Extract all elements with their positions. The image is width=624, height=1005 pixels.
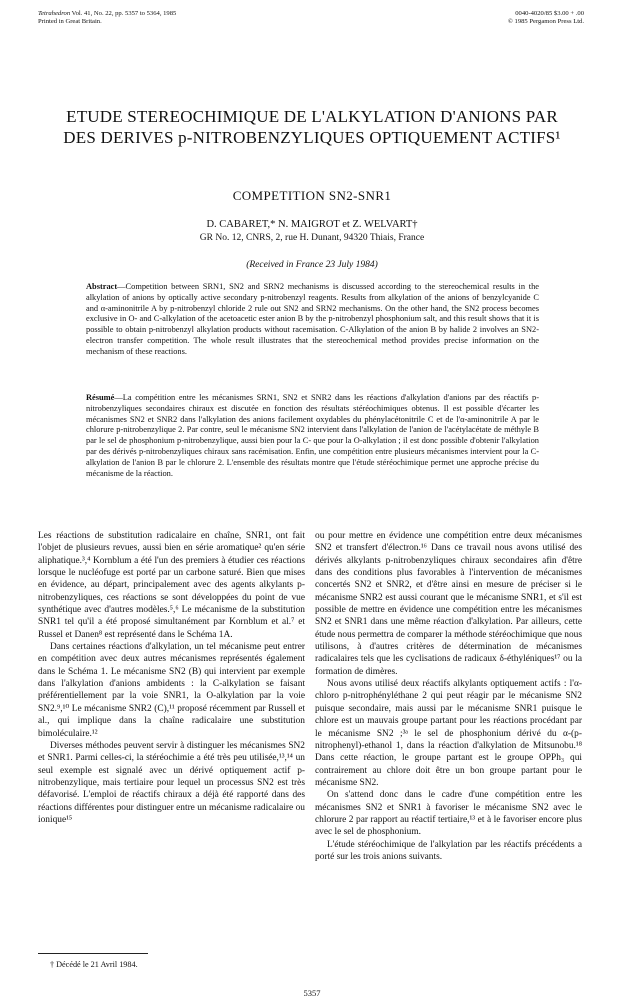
right-column <box>315 530 582 863</box>
resume-label: Résumé <box>86 393 115 402</box>
journal-name: Tetrahedron <box>38 10 71 17</box>
left-column <box>38 530 305 826</box>
footnote-rule <box>38 953 148 954</box>
running-header-right <box>508 10 584 26</box>
resume <box>86 393 539 479</box>
copyright: © 1985 Pergamon Press Ltd. <box>507 18 584 25</box>
abstract-text: —Competition between SRN1, SN2 and SRN2 mechanisms is discussed according to the stereochemical results in the alkylation of anions by optically active secondary p-nitrobenzyl reagents. Results from alkylation of the anions of benzylcyanide C and α-aminonitrile A by p-nitrobenzyl chloride 2 rule out SN2 and SRN2 mechanisms. On the other hand, the SN2 process becomes exclusive in O- and C-alkylation of the acetoacetic ester anion B by the p-nitrobenzyl phosphonium salt, and this result shows that it is possible to obtain p-nitrobenzyl alkylation products without racemisation. C-Alkylation of the anion B by halide 2 involves an SN2-electron transfer competition. The whole result illustrates that the stereochemical method provides precise information on the mechanism of these reactions. <box>86 282 539 356</box>
paragraph: Diverses méthodes peuvent servir à distinguer les mécanismes SN2 et SNR1. Parmi celles-ci, la stéréochimie a été très peu utilisée,¹³,¹⁴ un seul exemple est signalé avec un dérivé optiquement actif p-nitrobenzylique, mais tertiaire pour lequel un processus SN2 est très défavorisé. L'emploi de réactifs chiraux a déjà été rapporté dans des réactions différentes pour distinguer entre un mécanisme radicalaire ou ionique¹⁵ <box>38 740 305 825</box>
affiliation: GR No. 12, CNRS, 2, rue H. Dunant, 94320 Thiais, France <box>199 233 425 243</box>
issn-price: 0040-4020/85 $3.00 + .00 <box>515 10 584 17</box>
article-subtitle: COMPETITION SN2-SNR1 <box>232 188 392 203</box>
paragraph: Dans certaines réactions d'alkylation, un tel mécanisme peut entrer en compétition avec deux autres mécanismes représentés également dans le Schéma 1. Le mécanisme SN2 (B) qui intervient par exemple dans l'alkylation d'anions ambidents : la C-alkylation se faisant préférentiellement par la voie SNR1, la O-alkylation par la voie SN2.⁹,¹⁰ Le mécanisme SNR2 (C),¹¹ proposé récemment par Russell et al., qui implique dans la chaîne radicalaire une substitution bimoléculaire.¹² <box>38 642 305 739</box>
article-title: ETUDE STEREOCHIMIQUE DE L'ALKYLATION D'ANIONS PAR DES DERIVES p-NITROBENZYLIQUES OPTIQUEMENT ACTIFS¹ <box>63 107 561 147</box>
resume-text: —La compétition entre les mécanismes SRN1, SN2 et SNR2 dans les réactions d'alkylation d'anions par des réactifs p-nitrobenzyliques secondaires chiraux est discutée en fonction des résultats stéréochimiques obtenus. Il est possible d'écarter les mécanismes SN2 et SNR2 dans l'alkylation des anions facilement oxydables du phénylacétonitrile C et de l'α-aminonitrile A par le chlorure p-nitrobenzylique 2. Par contre, seul le mécanisme SN2 intervient dans l'alkylation de l'anion de l'acétylacétate de méthyle B par le sel de phosphonium p-nitrobenzylique, aussi bien pour la C- que pour la O-alkylation ; il est donc possible d'obtenir l'alkylation par des dérivés p-nitrobenzyliques chiraux sans racémisation. Enfin, une compétition entre plusieurs mécanismes intervient pour la C-alkylation de l'anion B par le chlorure 2. L'ensemble des résultats montre que l'étude stéréochimique permet une approche précise du mécanisme de la réaction. <box>86 393 539 478</box>
paragraph: Les réactions de substitution radicalaire en chaîne, SNR1, ont fait l'objet de plusieurs revues, aussi bien en série aromatique² qu'en série aliphatique.³,⁴ Kornblum a été l'un des premiers à étudier ces réactions lorsque le nucléofuge est porté par un carbone saturé. Bien que mises en évidence, au départ, principalement avec des agents alkylants p-nitrobenzyliques, ces réactions se sont développées du point de vue synthétique avec d'autres modèles.⁵,⁶ Le mécanisme de la substitution SNR1 tel qu'il a été proposé simultanément par Kornblum et al.⁷ et Russel et Danen⁸ est représenté dans le Schéma 1A. <box>38 531 305 640</box>
paragraph: L'étude stéréochimique de l'alkylation par les réactifs précédents a porté sur les trois anions suivants. <box>315 839 582 862</box>
paragraph: Nous avons utilisé deux réactifs alkylants optiquement actifs : l'α-chloro p-nitrophényléthane 2 qui peut réagir par le mécanisme SN2 puisque secondaire, mais aussi par le mécanisme SNR1 puisque le chlore est un mauvais groupe partant pour les réactions procédant par le mécanisme SN2 ;³ᵃ le sel de phosphonium dérivé du α-(p-nitrophenyl)-ethanol 1, dans la réaction d'alkylation de Mitsunobu.¹⁸ Dans cette réaction, le groupe partant est le groupe OPPh₃ qui contrairement au chlore doit être un bon groupe partant pour le mécanisme SN2. <box>315 679 582 788</box>
running-header-left <box>38 10 176 26</box>
paragraph: ou pour mettre en évidence une compétition entre deux mécanismes SN2 et transfert d'électron.¹⁶ Dans ce travail nous avons utilisé des dérivés alkylants p-nitrobenzyliques chiraux secondaires afin d'être dans des conditions plus favorables à l'intervention de mécanismes concertés SN2 et SNR2, et d'être ainsi en mesure de préciser si le mécanisme SNR2 est aussi courant que le mécanisme SNR1, et s'il est possible de mettre en évidence une compétition entre les mécanismes SN2 et SNR1 dans une même réaction d'alkylation. Par ailleurs, cette étude nous permettra de comparer la méthode stéréochimique que nous utilisons, à d'autres critères de détermination de mécanismes radicalaires tels que les cyclisations de radicaux δ-éthyléniques¹⁷ ou la formation de dimères. <box>315 531 582 677</box>
footnote: † Décédé le 21 Avril 1984. <box>50 960 138 969</box>
citation: Vol. 41, No. 22, pp. 5357 to 5364, 1985 <box>70 10 177 17</box>
abstract-label: Abstract <box>86 282 118 291</box>
authors: D. CABARET,* N. MAIGROT et Z. WELVART† <box>206 219 418 230</box>
paragraph: On s'attend donc dans le cadre d'une compétition entre les mécanismes SN2 et SNR1 à favoriser le mécanisme SN2 avec le chlorure 2 par rapport au réactif tertiaire,¹³ et à le favoriser encore plus avec le sel de phosphonium. <box>315 790 582 838</box>
abstract <box>86 282 539 358</box>
printed-note: Printed in Great Britain. <box>38 18 102 25</box>
page-number: 5357 <box>303 988 321 998</box>
received-date: (Received in France 23 July 1984) <box>246 260 378 270</box>
